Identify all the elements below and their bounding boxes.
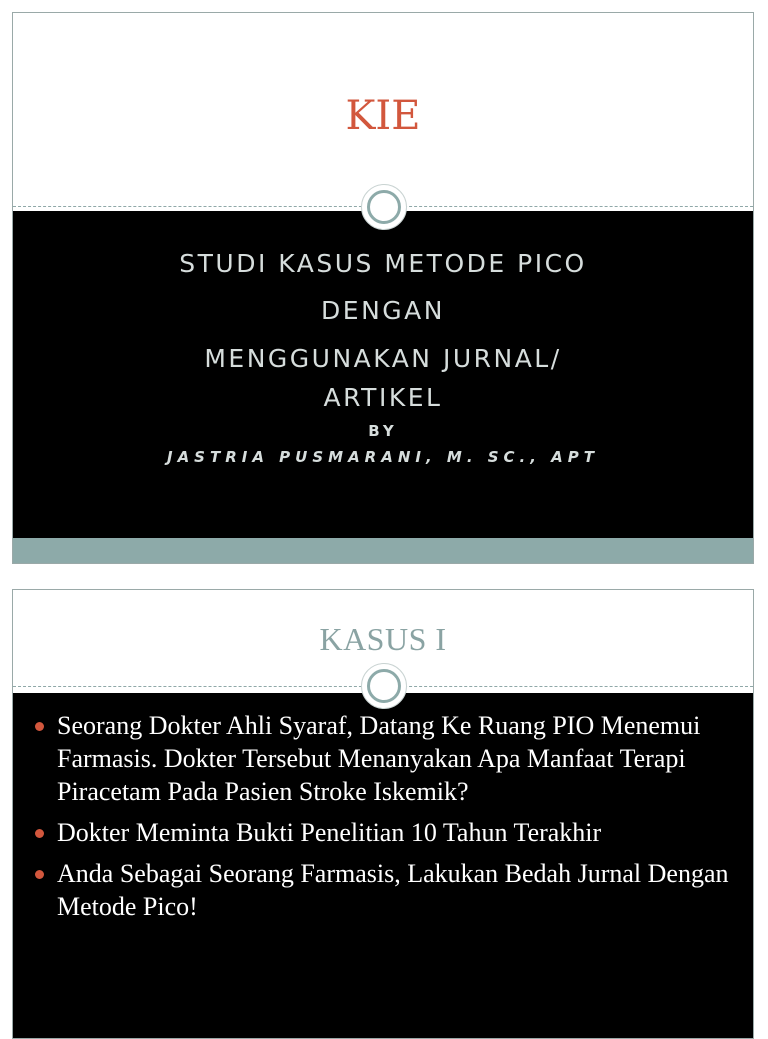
- subtitle-line: STUDI KASUS METODE PICO: [179, 249, 587, 278]
- subtitle-line: MENGGUNAKAN JURNAL/: [204, 344, 562, 373]
- bullet-text: Dokter Meminta Bukti Penelitian 10 Tahun Terakhir: [57, 818, 602, 847]
- bullet-dot-icon: [35, 722, 44, 731]
- subtitle-line: ARTIKEL: [323, 383, 443, 412]
- author-name: JASTRIA PUSMARANI, M. SC., APT: [166, 448, 600, 466]
- bullet-text: Anda Sebagai Seorang Farmasis, Lakukan Bedah Jurnal Dengan Metode Pico!: [57, 859, 729, 921]
- ring-ornament-icon: [361, 663, 407, 709]
- bullet-dot-icon: [35, 870, 44, 879]
- subtitle-line: DENGAN: [321, 296, 445, 325]
- bullet-text: Seorang Dokter Ahli Syaraf, Datang Ke Ruang PIO Menemui Farmasis. Dokter Tersebut Menanyakan Apa Manfaat Terapi Piracetam Pada Pasien Stroke Iskemik?: [57, 711, 701, 806]
- by-label: BY: [368, 422, 398, 440]
- footer-band: [13, 538, 753, 564]
- slide-1-subtitle: [13, 243, 753, 466]
- slide-2-title: KASUS I: [319, 621, 447, 657]
- list-item: [35, 709, 733, 808]
- slide-1-title: KIE: [345, 93, 421, 139]
- slide-2-dark-panel: [13, 693, 753, 1038]
- list-item: [35, 857, 733, 923]
- slide-1: [12, 12, 754, 564]
- bullet-dot-icon: [35, 829, 44, 838]
- slide-1-dark-panel: [13, 211, 753, 538]
- slide-1-title-area: [13, 13, 753, 203]
- slide-2: [12, 589, 754, 1039]
- list-item: [35, 816, 733, 849]
- bullet-list: [35, 709, 733, 931]
- ring-ornament-icon: [361, 184, 407, 230]
